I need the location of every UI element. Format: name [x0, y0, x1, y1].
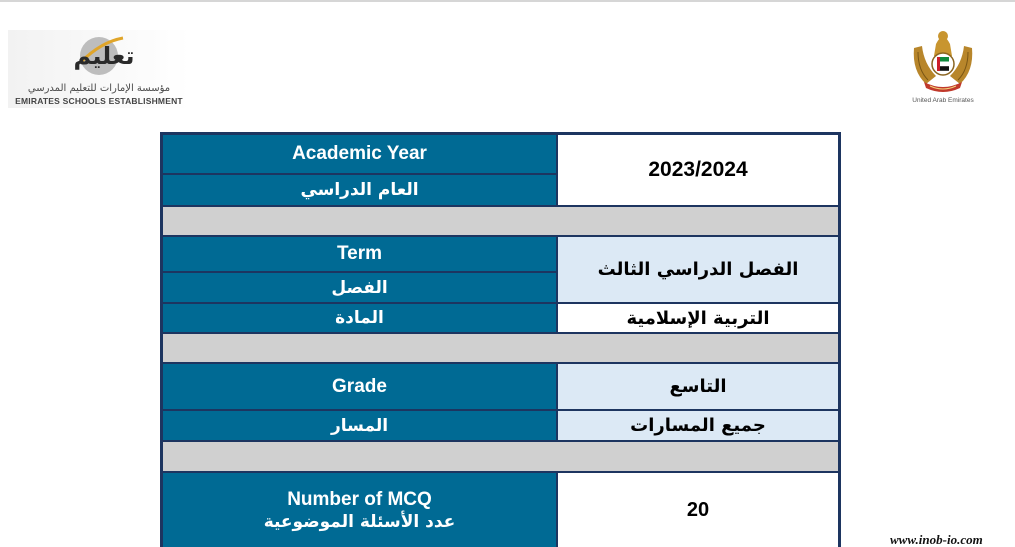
logo-arabic-name: مؤسسة الإمارات للتعليم المدرسي: [27, 83, 171, 94]
logo-english-name: EMIRATES SCHOOLS ESTABLISHMENT: [15, 96, 183, 106]
site-watermark: www.inob-io.com: [890, 532, 983, 547]
track-label-ar: المسار: [162, 410, 557, 441]
mcq-value: 20: [557, 472, 839, 547]
mcq-label-en: Number of MCQ: [287, 489, 432, 510]
term-label-en: Term: [162, 236, 557, 272]
emblem-caption: United Arab Emirates: [912, 97, 974, 104]
academic-year-label-en: Academic Year: [162, 134, 557, 174]
top-border: [0, 0, 1015, 2]
uae-emblem: [906, 26, 980, 110]
academic-year-label-ar: العام الدراسي: [162, 174, 557, 206]
subject-value: التربية الإسلامية: [557, 303, 839, 333]
term-value: الفصل الدراسي الثالث: [557, 236, 839, 303]
falcon-emblem-icon: [906, 26, 980, 96]
separator-row: [162, 206, 839, 236]
separator-row: [162, 333, 839, 363]
grade-value: التاسع: [557, 363, 839, 410]
taleem-logo-icon: [73, 32, 135, 78]
subject-label-ar: المادة: [162, 303, 557, 333]
track-value: جميع المسارات: [557, 410, 839, 441]
mcq-label-ar: عدد الأسئلة الموضوعية: [263, 511, 456, 532]
info-table: [160, 132, 841, 547]
logo-mark-text: تعليم: [73, 42, 135, 70]
emirates-schools-logo: [8, 30, 190, 108]
term-label-ar: الفصل: [162, 272, 557, 303]
separator-row: [162, 441, 839, 472]
academic-year-value: 2023/2024: [557, 134, 839, 206]
grade-label-en: Grade: [162, 363, 557, 410]
mcq-label: [162, 472, 557, 547]
